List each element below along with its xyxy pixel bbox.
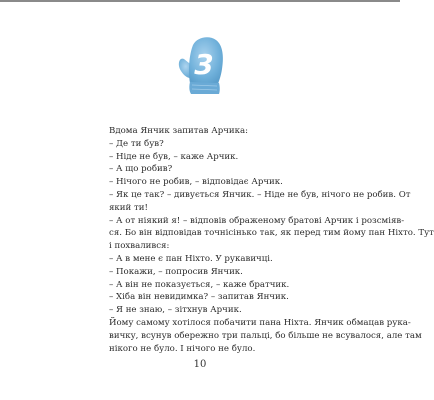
text-line: – Ніде не був, – каже Арчик. [109,151,239,162]
top-rule [0,0,400,2]
text-line: ся. Бо він відповідав точнісінько так, як перед тим йому пан Ніхто. Тут [109,228,434,239]
text-line: вичку, всунув обережно три пальці, бо більше не всувалося, але там [109,330,422,341]
text-line: – Як це так? – дивується Янчик. – Ніде не був, нічого не робив. От [109,189,411,200]
text-line: Вдома Янчик запитав Арчика: [109,126,249,136]
text-line: – А він не показується, – каже братчик. [109,279,290,290]
text-line: і похвалився: [109,241,170,252]
chapter-number: 3 [194,48,214,81]
text-line: – А от ніякий я! – відповів ображеному братові Арчик і розсміяв- [109,215,405,226]
text-line: – Я не знаю, – зітхнув Арчик. [109,305,242,316]
text-line: – Нічого не робив, – відповідає Арчик. [109,177,283,188]
text-line: – Хіба він невидимка? – запитав Янчик. [109,292,289,303]
text-line: – А в мене є пан Ніхто. У рукавичці. [109,253,273,264]
text-line: – Де ти був? [109,138,164,149]
page-number: 10 [193,359,207,370]
text-line: – А що робив? [109,164,173,175]
text-line: який ти! [109,202,148,213]
text-line: – Покажи, – попросив Янчик. [109,266,243,277]
story-text [109,125,434,355]
text-line: нікого не було. І нічого не було. [109,343,256,354]
text-line: Йому самому хотілося побачити пана Ніхта. Янчик обмацав рука- [109,317,411,328]
